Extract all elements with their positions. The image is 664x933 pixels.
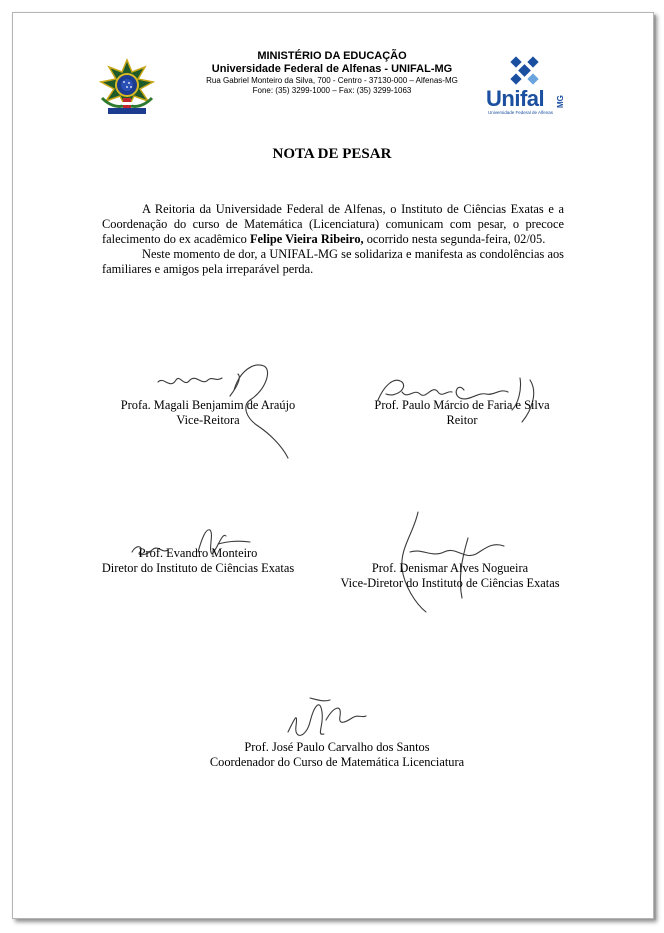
unifal-logo-subtitle: Universidade Federal de Alfenas — [488, 110, 554, 115]
signatory-name: Prof. Evandro Monteiro — [138, 546, 258, 560]
paragraph-1-end: ocorrido nesta segunda-feira, 02/05. — [363, 232, 546, 246]
paragraph-1 — [102, 202, 564, 247]
signature-block-director — [88, 546, 308, 576]
signatory-name: Prof. José Paulo Carvalho dos Santos — [244, 740, 430, 754]
signatory-name: Prof. Denismar Alves Nogueira — [371, 561, 529, 575]
signature-block-vice-rector — [108, 398, 308, 428]
signatory-name: Prof. Paulo Márcio de Faria e Silva — [374, 398, 550, 412]
document-body — [102, 202, 564, 277]
signature-block-coordinator — [192, 740, 482, 770]
unifal-logo — [486, 56, 570, 120]
signatory-role: Vice-Diretor do Instituto de Ciências Exatas — [340, 576, 560, 590]
deceased-name: Felipe Vieira Ribeiro, — [249, 232, 364, 246]
signatory-role: Reitor — [446, 413, 478, 427]
signatory-role: Diretor do Instituto de Ciências Exatas — [101, 561, 295, 575]
signature-block-vice-director — [334, 561, 566, 591]
paragraph-2: Neste momento de dor, a UNIFAL-MG se solidariza e manifesta as condolências aos familiares e amigos pela irreparável perda. — [102, 247, 564, 276]
signatory-role: Vice-Reitora — [176, 413, 240, 427]
signatory-name: Profa. Magali Benjamim de Araújo — [120, 398, 296, 412]
ministry-heading: MINISTÉRIO DA EDUCAÇÃO — [257, 50, 407, 62]
signature-block-rector — [362, 398, 562, 428]
paragraph-1-text: A Reitoria da Universidade Federal de Alfenas, o Instituto de Ciências Exatas e a Coordenação do curso de Matemática (Licenciatura) comunicam com pesar, o precoce falecimento do ex acadêmico — [102, 202, 564, 246]
unifal-logo-text: Unifal — [486, 86, 545, 111]
signatory-role: Coordenador do Curso de Matemática Licenciatura — [209, 755, 465, 769]
phone-line: Fone: (35) 3299-1000 – Fax: (35) 3299-1063 — [252, 86, 412, 95]
university-heading: Universidade Federal de Alfenas - UNIFAL-MG — [211, 63, 453, 75]
address-line: Rua Gabriel Monteiro da Silva, 700 - Centro - 37130-000 – Alfenas-MG — [206, 76, 458, 85]
unifal-logo-mg: MG — [556, 95, 565, 108]
document-title: NOTA DE PESAR — [272, 146, 392, 162]
unifal-mark-icon — [510, 56, 540, 86]
